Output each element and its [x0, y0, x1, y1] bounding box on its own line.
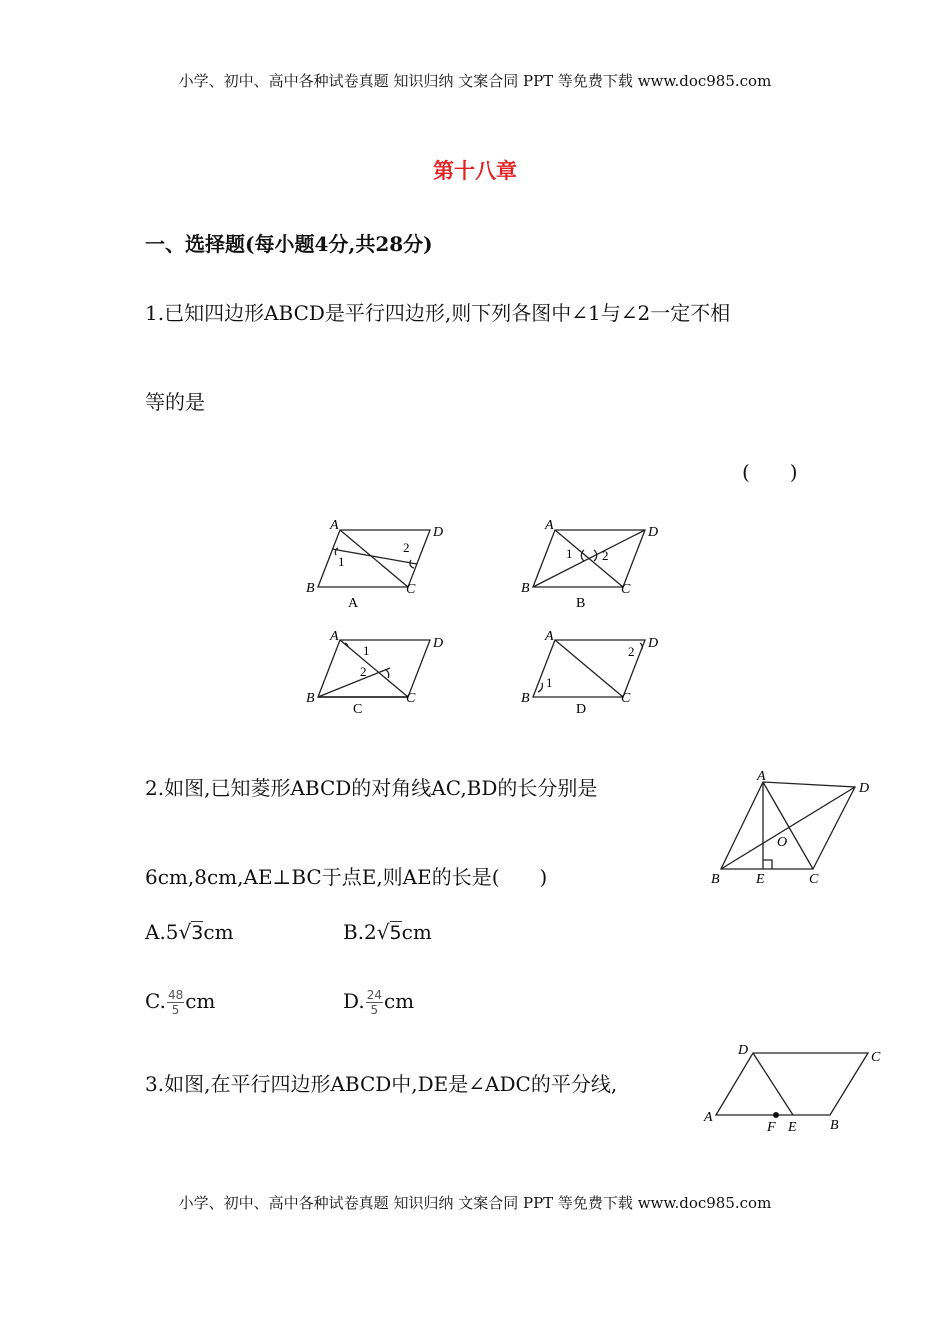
figD-label-c: C: [621, 691, 631, 706]
figA-label-d: D: [433, 525, 444, 540]
q1-figure-c: [318, 640, 430, 697]
figB-label-d: D: [648, 525, 659, 540]
figB-label-b: B: [521, 581, 530, 596]
figB-label-a: A: [545, 518, 554, 533]
figB-angle-2: 2: [602, 548, 609, 563]
figD-angle-2: 2: [628, 644, 635, 659]
figD-caption: D: [576, 702, 587, 717]
figC-label-c: C: [406, 691, 416, 706]
q3-label-d: D: [738, 1043, 749, 1058]
figB-label-c: C: [621, 582, 631, 597]
figA-angle-2: 2: [403, 540, 410, 555]
q2-option-a-prefix: A.5: [145, 920, 179, 944]
q2-option-a: A.5√3cm: [145, 920, 234, 944]
q1-figure-b: [533, 530, 645, 587]
q2-line2: 6cm,8cm,AE⊥BC于点E,则AE的长是( ): [145, 865, 548, 889]
q2-label-c: C: [809, 872, 819, 887]
page-header: 小学、初中、高中各种试卷真题 知识归纳 文案合同 PPT 等免费下载 www.doc985.com: [178, 72, 772, 90]
q2-line1: 2.如图,已知菱形ABCD的对角线AC,BD的长分别是: [145, 776, 598, 800]
q1-line1: 1.已知四边形ABCD是平行四边形,则下列各图中∠1与∠2一定不相: [145, 301, 731, 325]
section-title: 一、选择题(每小题4分,共28分): [145, 232, 433, 256]
q2-label-b: B: [711, 872, 720, 887]
figA-label-b: B: [306, 581, 315, 596]
sqrt-3: √3: [178, 920, 204, 944]
q2-label-o: O: [777, 835, 788, 850]
q3-label-c: C: [871, 1050, 881, 1065]
q2-label-a: A: [757, 769, 766, 784]
figD-label-b: B: [521, 691, 530, 706]
q2-option-c: C. $\frac{48}{5}$ cm: [145, 988, 216, 1017]
q1-figure-a: [318, 530, 430, 587]
figC-label-d: D: [433, 636, 444, 651]
figC-label-b: B: [306, 691, 315, 706]
figA-caption: A: [348, 596, 359, 611]
fraction-48-5: $\frac{48}{5}$: [167, 988, 184, 1017]
q3-point-f: [773, 1112, 779, 1118]
q2-rhombus-figure: [705, 765, 885, 895]
q3-label-a: A: [704, 1110, 713, 1125]
figC-angle-1: 1: [363, 643, 370, 658]
fraction-24-5: $\frac{24}{5}$: [366, 988, 382, 1017]
q2-option-b-prefix: B.2: [343, 920, 377, 944]
figA-angle-1: 1: [338, 554, 345, 569]
q3-line1: 3.如图,在平行四边形ABCD中,DE是∠ADC的平分线,: [145, 1072, 618, 1096]
q2-option-d: D. $\frac{24}{5}$ cm: [343, 988, 415, 1017]
q3-parallelogram-figure: [698, 1035, 898, 1140]
figD-label-a: A: [545, 629, 554, 644]
q1-figures: [290, 510, 690, 725]
figA-label-a: A: [330, 518, 339, 533]
figB-caption: B: [576, 596, 586, 611]
chapter-title: 第十八章: [433, 158, 517, 183]
page-footer: 小学、初中、高中各种试卷真题 知识归纳 文案合同 PPT 等免费下载 www.doc985.com: [178, 1194, 772, 1212]
sqrt-5: √5: [376, 920, 402, 944]
figD-label-d: D: [648, 636, 659, 651]
q1-line2: 等的是: [145, 390, 205, 414]
q2-label-d: D: [859, 781, 870, 796]
q1-answer-bracket: ( ): [742, 460, 798, 484]
q2-label-e: E: [756, 872, 765, 887]
q2-option-b: B.2√5cm: [343, 920, 432, 944]
q3-label-f: F: [767, 1120, 776, 1135]
q3-label-e: E: [788, 1120, 797, 1135]
figB-angle-1: 1: [566, 546, 573, 561]
figC-angle-2: 2: [360, 664, 367, 679]
figC-caption: C: [353, 702, 363, 717]
q3-label-b: B: [830, 1118, 839, 1133]
figD-angle-1: 1: [546, 675, 553, 690]
figA-label-c: C: [406, 582, 416, 597]
figC-label-a: A: [330, 629, 339, 644]
